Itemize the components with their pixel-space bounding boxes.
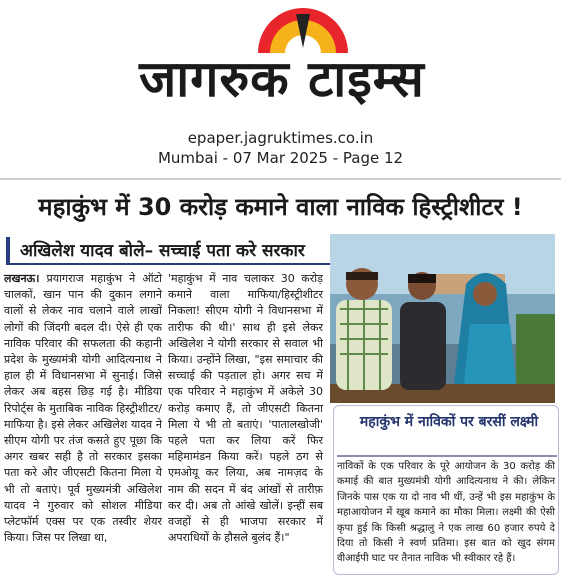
boatman-family-photo xyxy=(330,234,555,403)
sidebar-title: महाकुंभ में नाविकों पर बरसीं लक्ष्मी xyxy=(359,414,539,430)
article-column-1 xyxy=(4,271,162,546)
logo-pen-icon xyxy=(296,14,310,48)
subhead-box xyxy=(6,237,340,265)
column-2-text: 'महाकुंभ में नाव चलाकर 30 करोड़ कमाने वाला माफिया/हिस्ट्रीशीटर निकला! सीएम योगी ने विधानसभा में तारीफ की थी।' साथ ही इसे लेकर अखिलेश ने योगी सरकार से सवाल भी किया। उन्होंने लिखा, "इस समाचार की सच्चाई की पड़ताल हो। अगर सच में एक परिवार ने महाकुंभ में अकेले 30 करोड़ कमाए हैं, तो जीएसटी कितना मिला ये भी तो बताएं। 'पातालखोजी' पहले पता कर लिया करें फिर महिमामंडन किया करें। पहले ठग से एमओयू कर लिया, अब नामज़द के नाम की सदन में बंद आंखों से तारीफ़ कर दी। अब तो आंखे खोलें। इन्हीं सब वजहों से ही भाजपा सरकार में अपराधियों के हौसले बुलंद हैं।" xyxy=(168,272,323,545)
header-divider xyxy=(0,178,561,180)
article-headline: महाकुंभ में 30 करोड़ कमाने वाला नाविक हिस्ट्रीशीटर ! xyxy=(38,193,523,221)
newspaper-logo-title: जागरुक टाइम्स xyxy=(139,50,425,108)
sidebar-body: नाविकों के एक परिवार के पूरे आयोजन के 30 करोड़ की कमाई की बात मुख्यमंत्री योगी आदित्यनाथ ने की। लेकिन जिनके पास एक या दो नाव भी थीं, उन्हें भी इस महाकुंभ के महाआयोजन में खूब कमाने का मौका मिला। लक्ष्मी की ऐसी कृपा हुई कि किसी श्रद्धालु ने एक लाख 60 हजार रुपये दे दिया तो किसी ने स्वर्ण प्रतिमा। इस बात को खुद संगम वीआईपी घाट पर तैनात नाविक भी स्वीकार रहे हैं। xyxy=(337,461,555,565)
edition-date-page: Mumbai - 07 Mar 2025 - Page 12 xyxy=(157,149,404,167)
article-column-2 xyxy=(168,271,323,546)
column-1-text: प्रयागराज महाकुंभ ने ऑटो चालकों, खान पान की दुकान लगाने वालों से लेकर नाव चलाने वाले लाखों लोगों की जिंदगी बदल दी। ऐसे ही एक नाविक परिवार की सफलता की कहानी प्रदेश के मुख्यमंत्री योगी आदित्यनाथ ने हाल ही में विधानसभा में सुनाई। जिसे लेकर अब बहस छिड़ गई है। मीडिया रिपोर्ट्स के मुताबिक नाविक हिस्ट्रीशीटर/माफिया है। इसे लेकर अखिलेश यादव ने सीएम योगी पर तंज कसते हुए पूछा कि अगर खबर सही है तो सरकार इसका पता करे और जीएसटी कितना मिला ये भी तो बताएं। पूर्व मुख्यमंत्री अखिलेश यादव ने गुरुवार को सोशल मीडिया प्लेटफॉर्म एक्स पर एक तस्वीर शेयर किया। जिस पर लिखा था, xyxy=(4,272,162,545)
article-subhead: अखिलेश यादव बोले– सच्चाई पता करे सरकार xyxy=(20,241,305,261)
edition-info xyxy=(0,128,561,168)
masthead xyxy=(0,0,561,132)
sidebar-divider xyxy=(337,455,557,457)
epaper-url[interactable]: epaper.jagruktimes.co.in xyxy=(187,129,374,147)
dateline: लखनऊ। xyxy=(4,272,40,285)
